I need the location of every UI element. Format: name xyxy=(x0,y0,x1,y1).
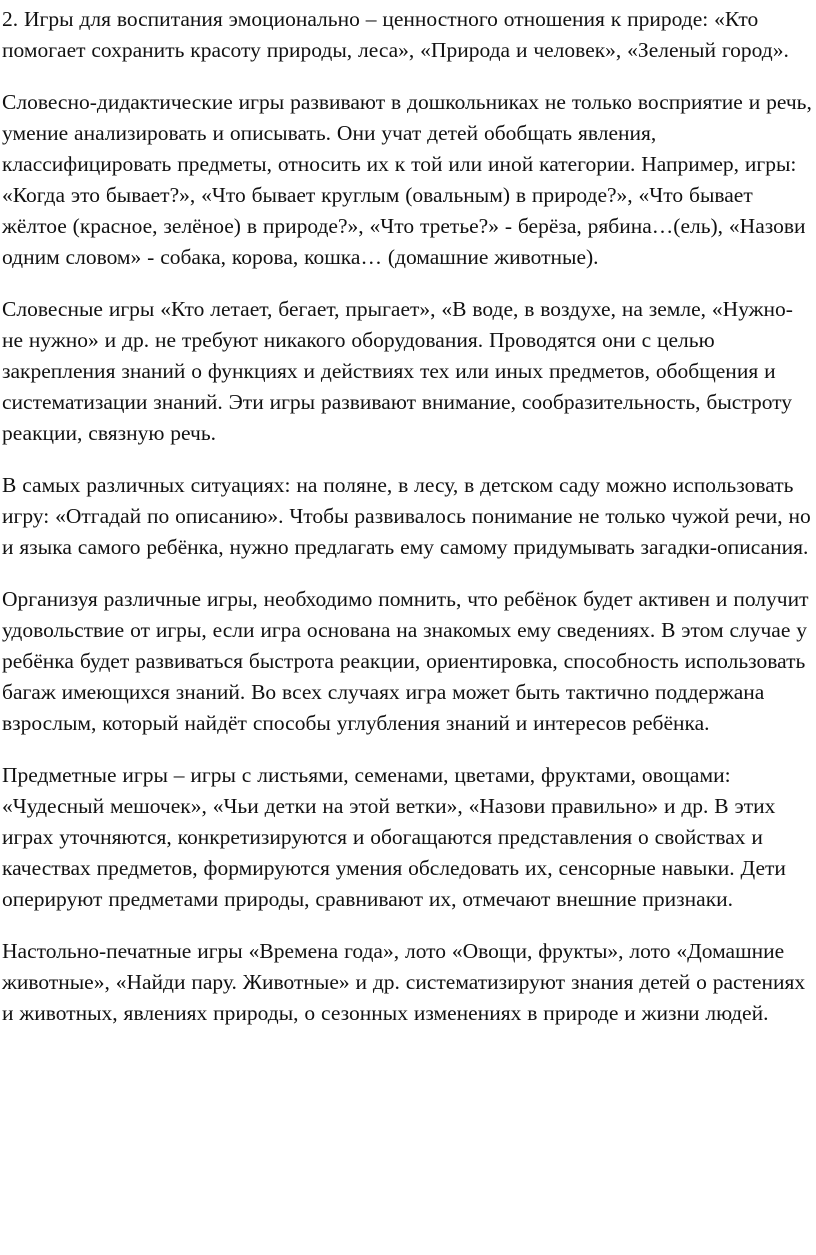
paragraph-verbal-games: Словесные игры «Кто летает, бегает, прыгает», «В воде, в воздухе, на земле, «Нужно- не нужно» и др. не требуют никакого оборудования. Проводятся они с целью закрепления знаний о функциях и действиях тех или иных предметов, обобщения и систематизации знаний. Эти игры развивают внимание, сообразительность, быстроту реакции, связную речь. xyxy=(2,297,793,445)
paragraph-games-value-attitude: 2. Игры для воспитания эмоционально – ценностного отношения к природе: «Кто помогает сохранить красоту природы, леса», «Природа и человек», «Зеленый город». xyxy=(2,7,789,62)
paragraph-guess-by-description: В самых различных ситуациях: на поляне, в лесу, в детском саду можно использовать игру: «Отгадай по описанию». Чтобы развивалось понимание не только чужой речи, но и языка самого ребёнка, нужно предлагать ему самому придумывать загадки-описания. xyxy=(2,473,811,559)
paragraph-verbal-didactic-games: Словесно-дидактические игры развивают в дошкольниках не только восприятие и речь, умение анализировать и описывать. Они учат детей обобщать явления, классифицировать предметы, относить их к той или иной категории. Например, игры: «Когда это бывает?», «Что бывает круглым (овальным) в природе?», «Что бывает жёлтое (красное, зелёное) в природе?», «Что третье?» - берёза, рябина…(ель), «Назови одним словом» - собака, корова, кошка… (домашние животные). xyxy=(2,90,812,269)
paragraph-board-games: Настольно-печатные игры «Времена года», лото «Овощи, фрукты», лото «Домашние животные», «Найди пару. Животные» и др. систематизируют знания детей о растениях и животных, явлениях природы, о сезонных изменениях в природе и жизни людей. xyxy=(2,939,806,1025)
paragraph-organizing-games: Организуя различные игры, необходимо помнить, что ребёнок будет активен и получит удовольствие от игры, если игра основана на знакомых ему сведениях. В этом случае у ребёнка будет развиваться быстрота реакции, ориентировка, способность использовать багаж имеющихся знаний. Во всех случаях игра может быть тактично поддержана взрослым, который найдёт способы углубления знаний и интересов ребёнка. xyxy=(2,587,809,735)
paragraph-object-games: Предметные игры – игры с листьями, семенами, цветами, фруктами, овощами: «Чудесный мешочек», «Чьи детки на этой ветки», «Назови правильно» и др. В этих играх уточняются, конкретизируются и обогащаются представления о свойствах и качествах предметов, формируются умения обследовать их, сенсорные навыки. Дети оперируют предметами природы, сравнивают их, отмечают внешние признаки. xyxy=(2,763,786,911)
